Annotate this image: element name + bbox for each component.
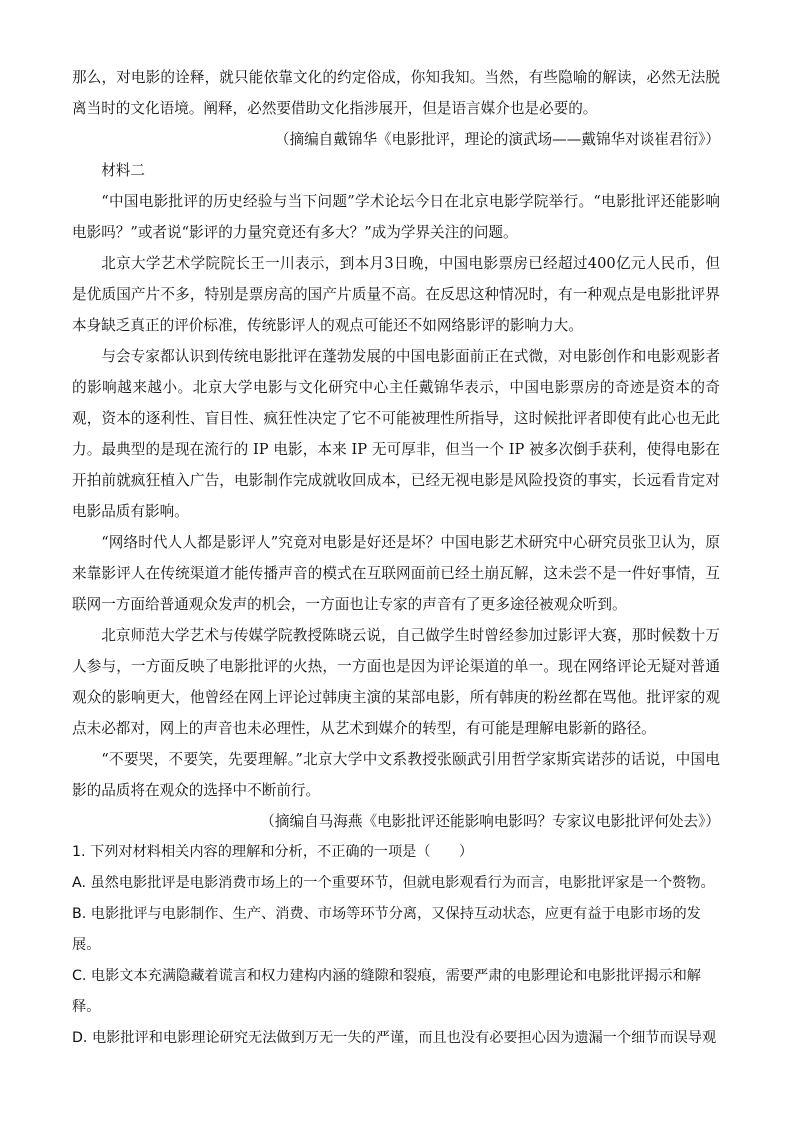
material-two-paragraph-6: “不要哭，不要笑，先要理解。”北京大学中文系教授张颐武引用哲学家斯宾诺莎的话说，中国电影的品质将在观众的选择中不断前行。 (72, 751, 720, 799)
material-two-paragraph-1: “中国电影批评的历史经验与当下问题”学术论坛今日在北京电影学院举行。“电影批评还能影响电影吗？”或者说“影评的力量究竟还有多大？”成为学界关注的问题。 (72, 193, 720, 241)
question-1-option-d: D. 电影批评和电影理论研究无法做到万无一失的严谨，而且也没有必要担心因为遗漏一个细节而误导观 (72, 1030, 717, 1046)
question-1-option-c: C. 电影文本充满隐藏着谎言和权力建构内涵的缝隙和裂痕，需要严肃的电影理论和电影批评揭示和解释。 (72, 968, 701, 1015)
material-one-source: （摘编自戴锦华《电影批评，理论的演武场——戴锦华对谈崔君衍》） (274, 131, 720, 148)
question-1-stem: 1. 下列对材料相关内容的理解和分析，不正确的一项是（ ） (72, 844, 474, 860)
material-two-paragraph-3: 与会专家都认识到传统电影批评在蓬勃发展的中国电影面前正在式微，对电影创作和电影观影者的影响越来越小。北京大学电影与文化研究中心主任戴锦华表示，中国电影票房的奇迹是资本的奇观，资本的逐利性、盲目性、疯狂性决定了它不可能被理性所指导，这时候批评者即使有此心也无此力。最典型的是现在流行的 IP 电影，本来 IP 无可厚非，但当一个 IP 被多次倒手获利，使得电影在开拍前就疯狂植入广告，电影制作完成就收回成本，已经无视电影是风险投资的事实，长远看肯定对电影品质有影响。 (72, 348, 720, 520)
material-two-source: （摘编自马海燕《电影批评还能影响电影吗？专家议电影批评何处去》） (260, 813, 720, 830)
material-two-heading: 材料二 (101, 162, 145, 179)
document-page (72, 62, 720, 1054)
material-two-paragraph-2: 北京大学艺术学院院长王一川表示，到本月3日晚，中国电影票房已经超过400亿元人民币，但是优质国产片不多，特别是票房高的国产片质量不高。在反思这种情况时，有一种观点是电影批评界本身缺乏真正的评价标准，传统影评人的观点可能还不如网络影评的影响力大。 (72, 255, 720, 334)
material-one-closing-paragraph: 那么，对电影的诠释，就只能依靠文化的约定俗成，你知我知。当然，有些隐喻的解读，必然无法脱离当时的文化语境。阐释，必然要借助文化指涉展开，但是语言媒介也是必要的。 (72, 69, 720, 117)
question-1-option-a: A. 虽然电影批评是电影消费市场上的一个重要环节，但就电影观看行为而言，电影批评家是一个赘物。 (72, 875, 715, 891)
material-two-paragraph-5: 北京师范大学艺术与传媒学院教授陈晓云说，自己做学生时曾经参加过影评大赛，那时候数十万人参与，一方面反映了电影批评的火热，一方面也是因为评论渠道的单一。现在网络评论无疑对普通观众的影响更大，他曾经在网上评论过韩庚主演的某部电影，所有韩庚的粉丝都在骂他。批评家的观点未必都对，网上的声音也未必理性，从艺术到媒介的转型，有可能是理解电影新的路径。 (72, 627, 720, 737)
question-1-option-b: B. 电影批评与电影制作、生产、消费、市场等环节分离，又保持互动状态，应更有益于电影市场的发展。 (72, 906, 701, 953)
material-two-paragraph-4: “网络时代人人都是影评人”究竟对电影是好还是坏？中国电影艺术研究中心研究员张卫认为，原来靠影评人在传统渠道才能传播声音的模式在互联网面前已经土崩瓦解，这未尝不是一件好事情，互联网一方面给普通观众发声的机会，一方面也让专家的声音有了更多途径被观众听到。 (72, 534, 720, 613)
